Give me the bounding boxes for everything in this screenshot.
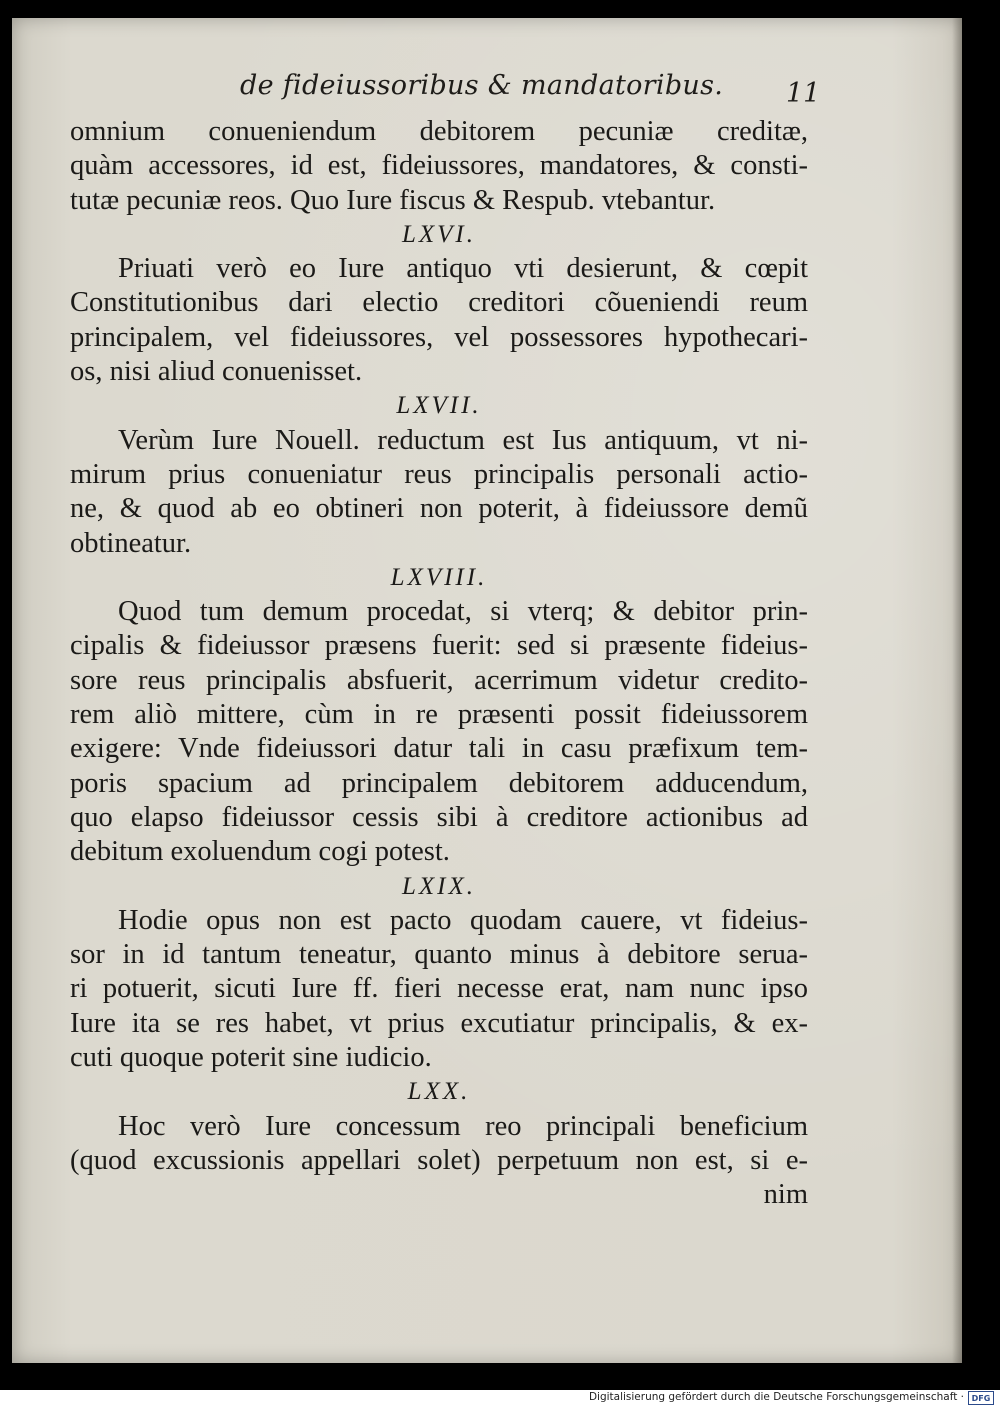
text-line: principalem, vel fideiussores, vel possessores hypothecari- (70, 321, 808, 353)
text-line: obtineatur. (70, 527, 192, 559)
text-line: omnium conueniendum debitorem pecuniæ creditæ, (70, 116, 808, 147)
dfg-credit-text: Digitalisierung gefördert durch die Deutsche Forschungsgemeinschaft · (588, 1391, 964, 1403)
dfg-logo: DFG (968, 1391, 994, 1405)
section-heading: LXVIII. (390, 563, 488, 591)
text-line: Constitutionibus dari electio creditori cõueniendi reum (70, 287, 808, 319)
text-line: debitum exoluendum cogi potest. (70, 836, 450, 868)
text-line: quo elapso fideiussor cessis sibi à creditore actionibus ad (70, 801, 808, 833)
text-line: Priuati verò eo Iure antiquo vti desierunt, & cœpit (118, 253, 808, 285)
text-line: cuti quoque poterit sine iudicio. (70, 1042, 432, 1074)
text-line: sor in id tantum teneatur, quanto minus à debitore serua- (70, 939, 808, 971)
text-line: os, nisi aliud conuenisset. (70, 356, 363, 388)
text-line: quàm accessores, id est, fideiussores, mandatores, & consti- (70, 150, 808, 182)
text-line: Iure ita se res habet, vt prius excutiatur principalis, & ex- (70, 1007, 808, 1039)
text-line: sore reus principalis absfuerit, acerrimum videtur credito- (70, 664, 808, 696)
running-head: de fideiussoribus & mandatoribus. (240, 70, 724, 101)
text-line: ri potuerit, sicuti Iure ff. fieri necesse erat, nam nunc ipso (70, 973, 808, 1005)
section-heading: LXX. (407, 1078, 471, 1106)
text-line: nim (763, 1179, 808, 1211)
text-line: (quod excussionis appellari solet) perpetuum non est, si e- (70, 1144, 808, 1176)
scanned-page (12, 18, 962, 1363)
section-heading: LXVI. (401, 220, 477, 248)
text-line: exigere: Vnde fideiussori datur tali in casu præfixum tem- (70, 733, 808, 765)
body-text (70, 115, 808, 1213)
text-line: Quod tum demum procedat, si vterq; & debitor prin- (118, 596, 808, 628)
text-line: mirum prius conueniatur reus principalis personali actio- (70, 458, 808, 490)
text-line: cipalis & fideiussor præsens fuerit: sed si præsente fideius- (70, 630, 808, 662)
page-number: 11 (786, 78, 821, 109)
text-line: rem aliò mittere, cùm in re præsenti possit fideiussorem (70, 699, 808, 731)
page-edge-shadow (952, 18, 962, 1363)
text-line: poris spacium ad principalem debitorem adducendum, (70, 767, 808, 799)
text-line: tutæ pecuniæ reos. Quo Iure fiscus & Respub. vtebantur. (70, 184, 716, 216)
section-heading: LXIX. (401, 872, 477, 900)
text-line: ne, & quod ab eo obtineri non poterit, à fideiussore demũ (70, 493, 808, 525)
text-line: Hodie opus non est pacto quodam cauere, vt fideius- (118, 904, 808, 936)
text-line: Verùm Iure Nouell. reductum est Ius antiquum, vt ni- (118, 424, 808, 456)
text-line: Hoc verò Iure concessum reo principali beneficium (118, 1110, 808, 1142)
section-heading: LXVII. (396, 392, 482, 420)
